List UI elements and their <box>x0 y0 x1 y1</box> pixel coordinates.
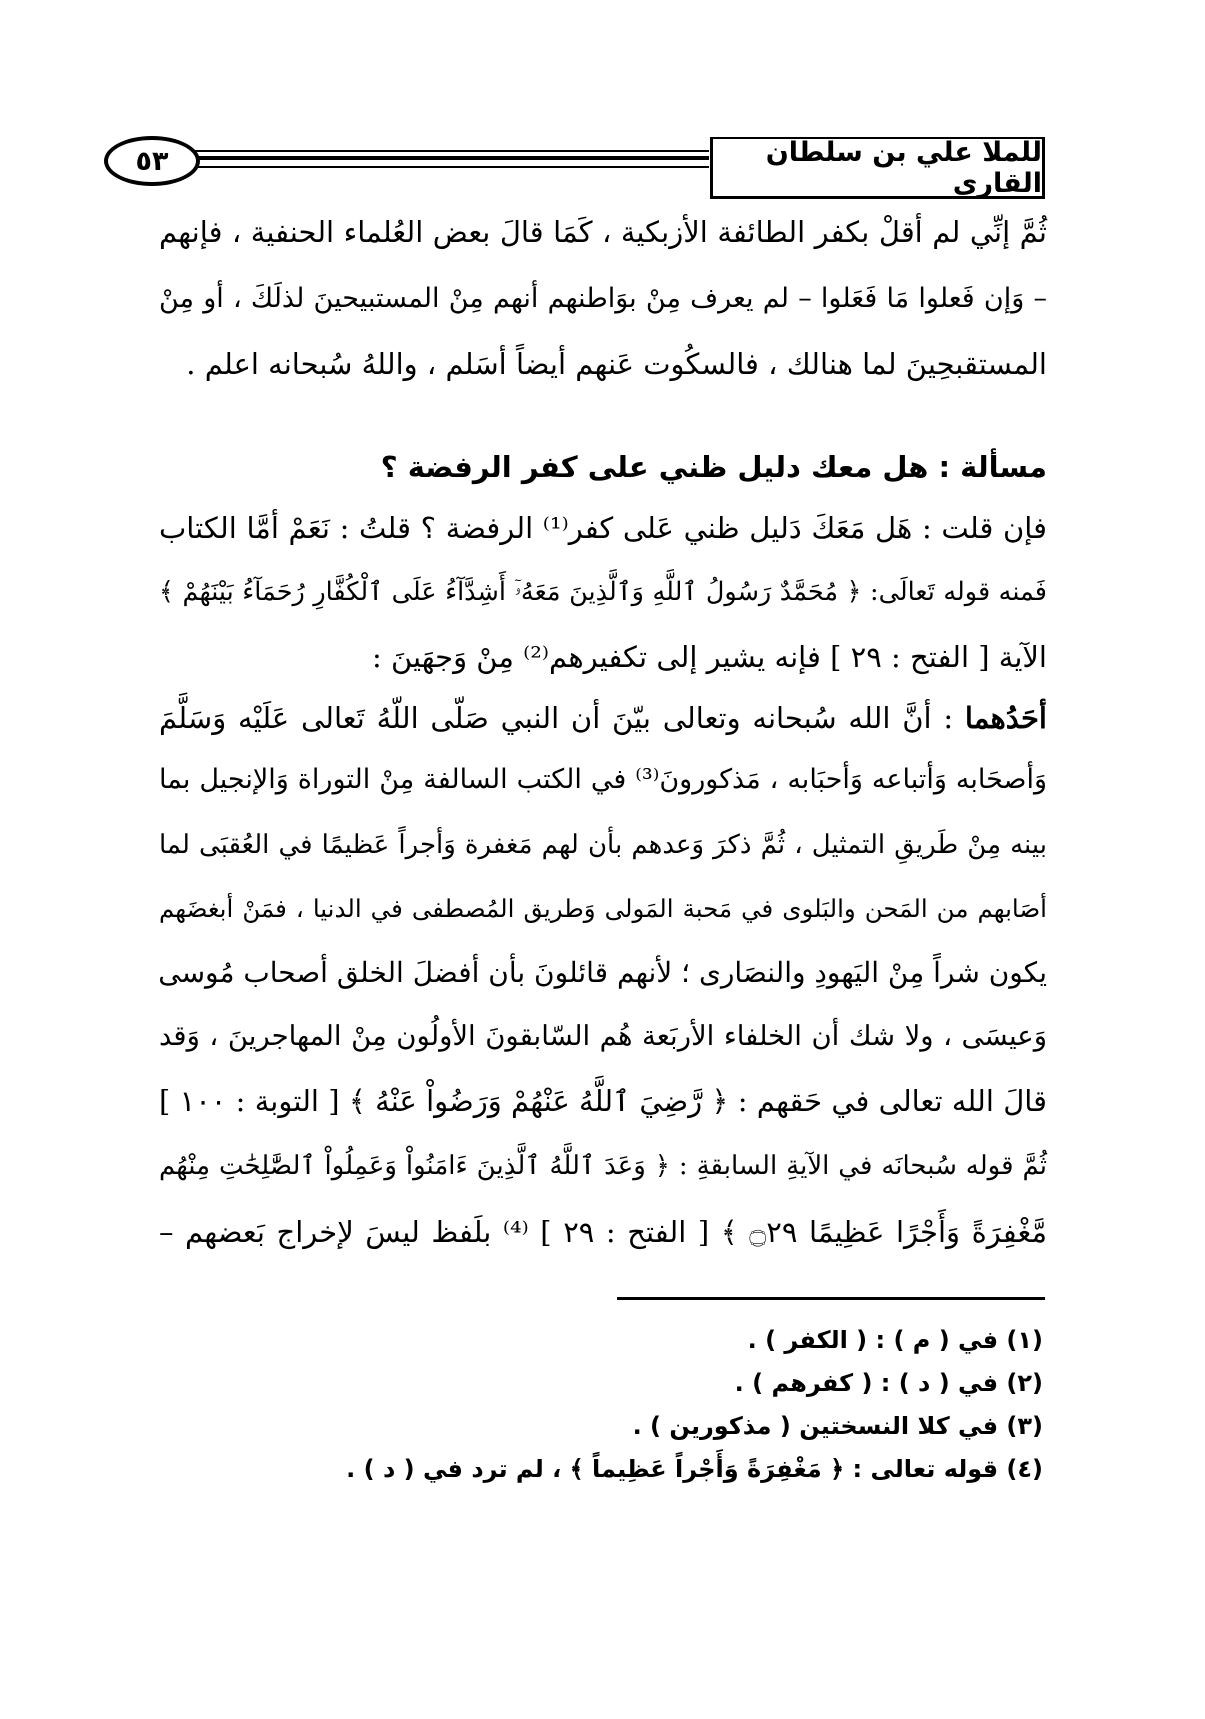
body-line-4: فإن قلت : هَل مَعَكَ دَليل ظني عَلى كفر⁽¹⁾ الرفضة ؟ قلتُ : نَعَمْ أمَّا الكتاب <box>159 511 1047 545</box>
page-number-badge: ٥٣ <box>104 136 200 186</box>
footnote-4: (٤) قوله تعالى : ﴿ مَغْفِرَةً وَأَجْراً عَظِيماً ﴾ ، لم ترد في ( د ) . <box>346 1455 1043 1483</box>
body-line-7-rest: : أنَّ الله سُبحانه وتعالى بيّنَ أن النبي صَلّى اللّهُ تَعالى عَلَيْه وَسَلَّمَ <box>159 701 965 735</box>
body-line-1: ثُمَّ إنِّي لم أقلْ بكفر الطائفة الأزبكية ، كَمَا قالَ بعض العُلماء الحنفية ، فإنهم <box>159 215 1047 249</box>
body-line-5: فَمنه قوله تَعالَى: ﴿ مُحَمَّدٌ رَسُولُ ٱللَّهِ وَٱلَّذِينَ مَعَهُۥٓ أَشِدَّآءُ عَلَى ٱلْكُفَّارِ رُحَمَآءُ بَيْنَهُمْ ﴾ <box>159 577 1047 607</box>
body-line-8: وَأصحَابه وَأتباعه وَأحبَابه ، مَذكورونَ⁽³⁾ في الكتب السالفة مِنْ التوراة وَالإنجيل بما <box>159 764 1047 795</box>
footnote-1: (١) في ( م ) : ( الكفر ) . <box>747 1326 1043 1354</box>
footnote-separator <box>617 1297 1045 1300</box>
body-line-2: – وَإن فَعلوا مَا فَعَلوا – لم يعرف مِنْ بوَاطنهم أنهم مِنْ المستبيحينَ لذلَكَ ، أو مِنْ <box>159 283 1047 314</box>
body-line-6: الآية [ الفتح : ٢٩ ] فإنه يشير إلى تكفيرهم⁽²⁾ مِنْ وَجهَينَ : <box>371 640 1047 674</box>
body-line-10: أصَابهم من المَحن والبَلوى في مَحبة المَولى وَطريق المُصطفى في الدنيا ، فمَنْ أبغضَهم <box>159 894 1047 923</box>
running-header-title: للملا علي بن سلطان القاري <box>710 137 1045 199</box>
body-line-3: المستقبحِينَ لما هنالك ، فالسكُوت عَنهم أيضاً أسَلم ، واللهُ سُبحانه اعلم . <box>186 347 1047 381</box>
body-line-9: بينه مِنْ طَريقِ التمثيل ، ثُمَّ ذكرَ وَعدهم بأن لهم مَغفرة وَأجراً عَظيمًا في العُقبَى لما <box>159 830 1047 860</box>
body-line-12: وَعيسَى ، ولا شك أن الخلفاء الأربَعة هُم السّابقونَ الأولُون مِنْ المهاجرينَ ، وَقد <box>159 1020 1047 1052</box>
footnote-2: (٢) في ( د ) : ( كفرهم ) . <box>734 1369 1043 1397</box>
header-rule-middle <box>190 156 709 160</box>
body-line-13: قالَ الله تعالى في حَقهم : ﴿ رَّضِيَ ٱللَّهُ عَنْهُمْ وَرَضُواْ عَنْهُ ﴾ [ التوبة : ١٠٠ ] <box>159 1084 1047 1118</box>
body-line-7 <box>159 698 1047 738</box>
lead-word: أحَدُهما <box>964 701 1047 735</box>
section-heading: مسألة : هل معك دليل ظني على كفر الرفضة ؟ <box>380 450 1047 484</box>
footnote-3: (٣) في كلا النسختين ( مذكورين ) . <box>632 1412 1043 1440</box>
header-rule-top <box>190 150 709 152</box>
body-line-11: يكون شراً مِنْ اليَهودِ والنصَارى ؛ لأنهم قائلونَ بأن أفضلَ الخلق أصحاب مُوسى <box>158 956 1047 989</box>
body-line-15: مَّغْفِرَةً وَأَجْرًا عَظِيمًا ۝٢٩ ﴾ [ الفتح : ٢٩ ] ⁽⁴⁾ بلَفظ ليسَ لإخراج بَعضهم – <box>159 1215 1047 1249</box>
header-rule-bottom <box>190 166 709 168</box>
body-line-14: ثُمَّ قوله سُبحانَه في الآيةِ السابقةِ : ﴿ وَعَدَ ٱللَّهُ ٱلَّذِينَ ءَامَنُواْ وَعَمِلُواْ ٱلصَّٰلِحَٰتِ مِنْهُم <box>159 1151 1047 1181</box>
